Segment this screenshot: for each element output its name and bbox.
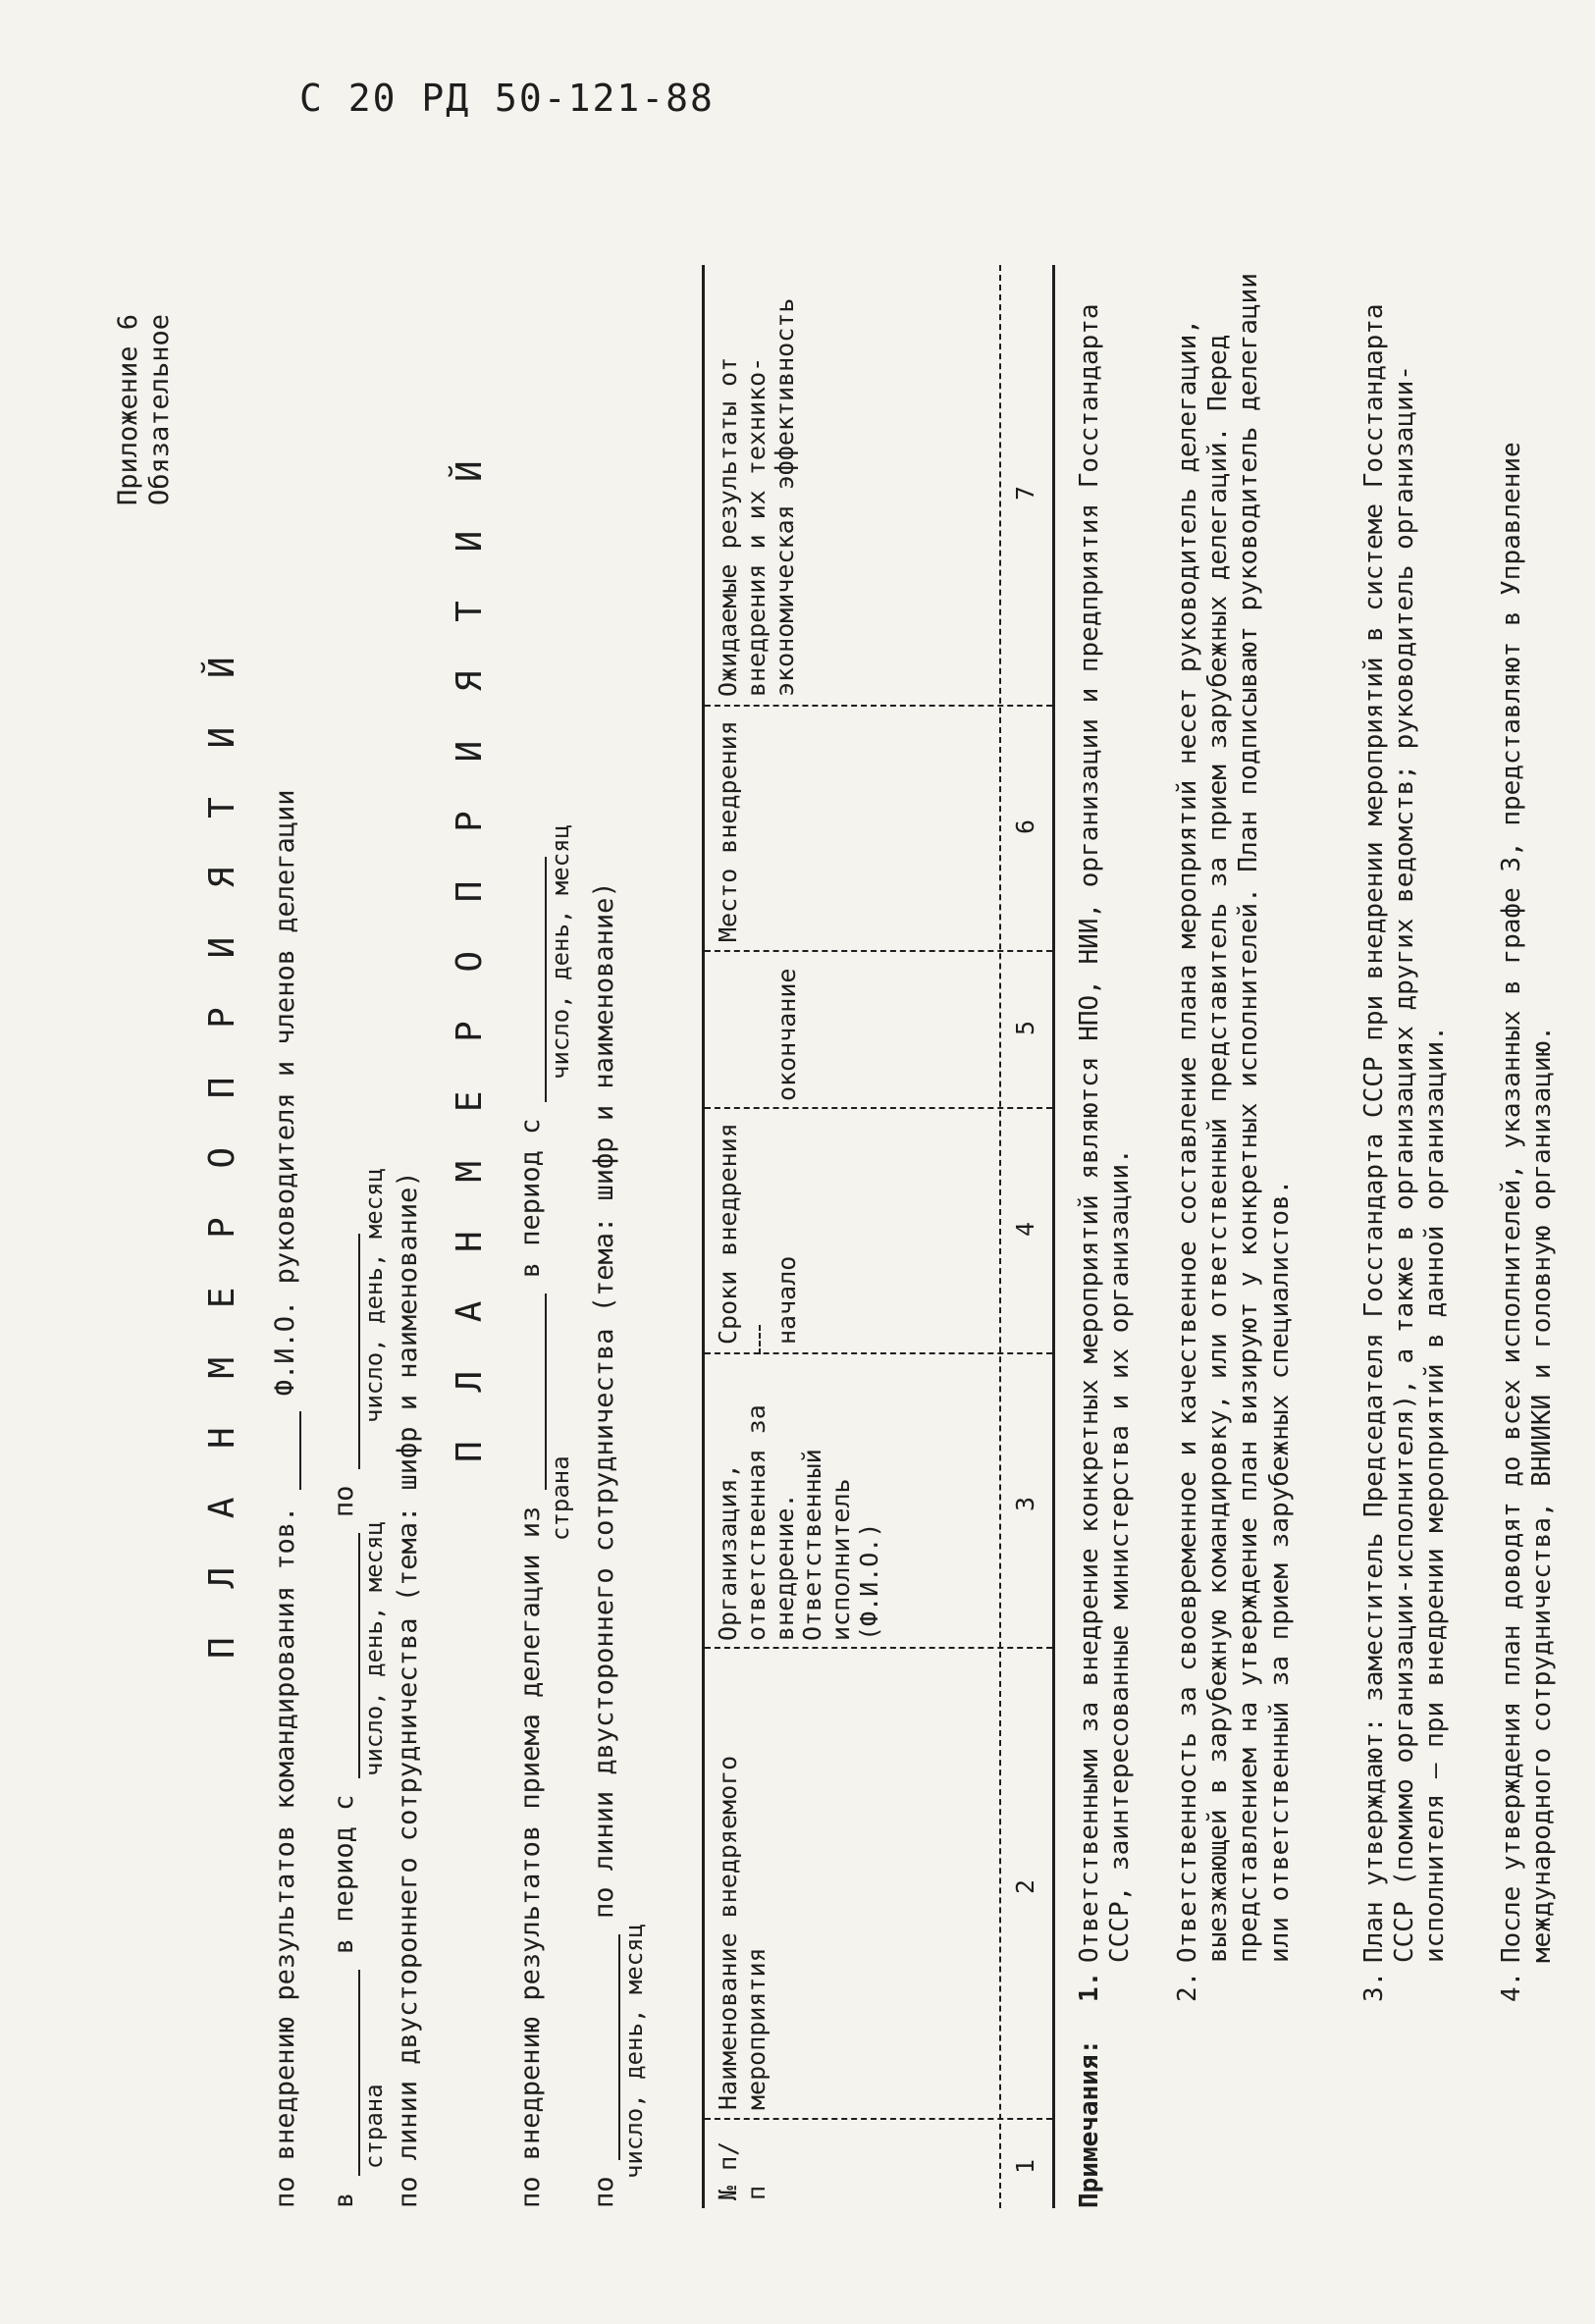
date-label-1a: число, день, месяц [360,1520,388,1776]
header-bottom-line [999,265,1001,2208]
plan2-period: в период с [515,1118,546,1279]
note-number: 4. [1497,1971,1526,2002]
appendix-number: Приложение 6 [113,313,143,505]
note-number: 1. [1075,1971,1104,2002]
measures-table [702,265,1055,2208]
date-label-1b: число, день, месяц [360,1167,388,1423]
plan2-po: по [589,2176,619,2208]
header-col-1: № п/п [714,2140,771,2200]
plan2-line-a-text: по внедрению результатов приема делегации из [515,1505,546,2208]
date-to-field-1[interactable] [333,1234,360,1469]
date-label-2b: число, день, месяц [620,1923,648,2179]
header-col-3: Организация, ответственная за внедрение. Ответственный исполнитель (Ф.И.О.) [714,1404,883,1641]
note-text: Ответственными за внедрение конкретных мероприятий являются НПО, НИИ, организации и предприятия Госстандарта СССР, заинтересованные министерства и их организации. [1075,303,1136,1963]
plan2-line-a [515,857,547,2208]
col-number-5: 5 [1011,1020,1039,1035]
plan1-v: в [329,2192,359,2208]
plan2-line-b [589,881,620,2208]
header-col-4: начало [772,1255,801,1345]
note-number: 3. [1359,1971,1389,2002]
notes-label: Примечания: [1075,2038,1104,2208]
col-number-3: 3 [1011,1496,1039,1511]
plan1-line-a-text: по внедрению результатов командирования тов. [270,1505,300,2208]
header-col-5: окончание [772,968,801,1101]
note-number: 2. [1173,1971,1202,2002]
date-label-2a: число, день, месяц [547,823,574,1080]
plan1-line-c: по линии двустороннего сотрудничества (тема: шифр и наименование) [393,1171,423,2208]
plan1-po: по [329,1485,359,1518]
plan-title-1: П Л А Н М Е Р О П Р И Я Т И Й [202,643,242,1659]
plan1-line-a [270,789,301,2208]
country-label-2: страна [547,1455,574,1541]
note-text: После утверждения план доводят до всех исполнителей, указанных в графе 3, представляют в Управление международного сотрудничества, ВНИИКИ и головную организацию. [1497,442,1558,1963]
col-number-4: 4 [1011,1221,1039,1237]
sub-header-line [759,1325,761,1354]
plan1-line-b [329,1234,360,2208]
header-col-2: Наименование внедряемого мероприятия [714,1755,771,2110]
country-field-2[interactable] [519,1294,547,1490]
plan1-period: в период с [329,1794,359,1955]
plan1-line-a-tail: руководителя и членов делегации [270,789,300,1285]
document-code: С 20 РД 50-121-88 [299,77,715,120]
header-col-6: Место внедрения [714,720,742,942]
header-col-7: Ожидаемые результаты от внедрения и их технико-экономическая эффективность [714,297,799,697]
date-from-field-1[interactable] [333,1533,360,1778]
rotated-page [93,206,1558,2267]
note-text: Ответственность за своевременное и качественное составление плана мероприятий несет руководитель делегации, выезжающей в зарубежную командировку, или ответственный представитель за прием зарубежных делегаций. Перед представлением на утверждение план визируют у конкретных исполнителей. План подписывают руководитель делегации или ответственный за прием зарубежных специалистов. [1173,273,1295,1963]
fio-label: Ф.И.О. [270,1299,300,1397]
date-from-field-2[interactable] [519,857,547,1102]
col-number-7: 7 [1011,485,1039,501]
name-field[interactable] [274,1411,301,1490]
plan2-line-b-text: по линии двустороннего сотрудничества (тема: шифр и наименование) [589,881,619,1919]
header-col-45: Сроки внедрения [714,1123,742,1345]
col-number-2: 2 [1011,1878,1039,1894]
col-number-6: 6 [1011,819,1039,834]
plan-title-2: П Л А Н М Е Р О П Р И Я Т И Й [450,447,490,1462]
appendix-status: Обязательное [144,313,175,505]
note-text: План утверждают: заместитель Председателя Госстандарта СССР при внедрении мероприятий в системе Госстандарта СССР (помимо организации-исполнителя), а также в организациях других ведомств; руководитель организации-исполнителя – при внедрении мероприятий в данной организации. [1359,303,1451,1963]
country-label-1: страна [360,2084,388,2169]
country-field-1[interactable] [333,1970,360,2176]
date-to-field-2[interactable] [593,1934,620,2160]
col-number-1: 1 [1011,2158,1039,2174]
